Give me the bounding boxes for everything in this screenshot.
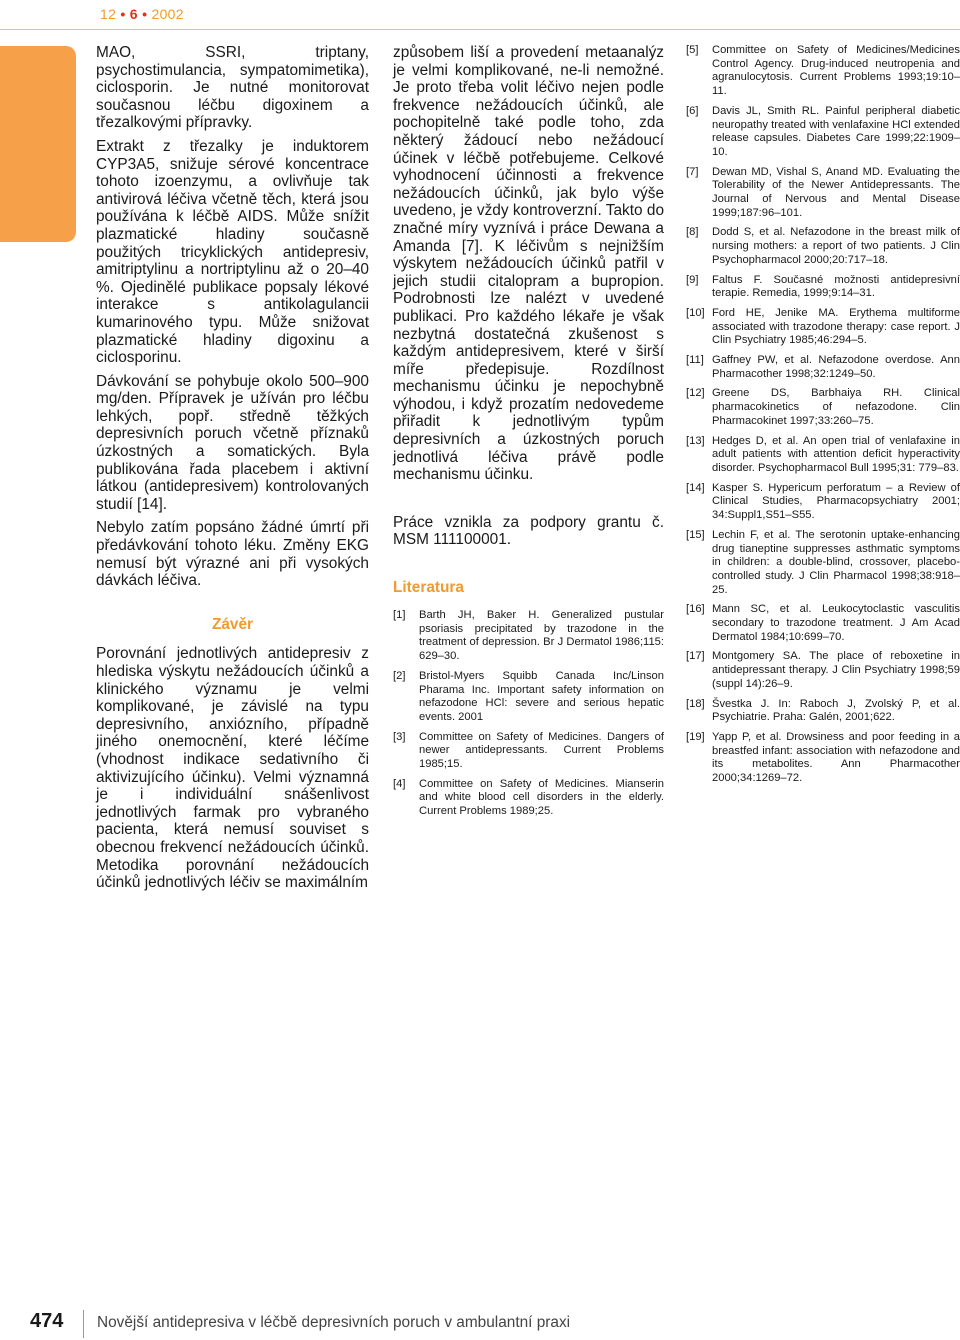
reference-text: Dodd S, et al. Nefazodone in the breast milk of nursing mothers: a report of two patients. J Clin Psychopharmacol 2000;20:717–18. — [712, 226, 960, 266]
paragraph: způsobem liší a provedení metaanalýz je velmi komplikované, ne-li nemožné. Je proto třeba volit léčivo nejen podle frekvence nežádoucích účinků, ale pochopitelně také podle toho, zda některý žádoucí nebo nežádoucí účinek v léčbě potřebujeme. Celkové vyhodnocení účinnosti a frekvence nežádoucích účinků, jak bylo výše uvedeno, je vždy kontroverzní. Takto do značné míry vyznívá i práce Dewana a Amanda [7]. K léčivům s nejnižším výskytem nežádoucích účinků patřil v jejich studii citalopram a bupropion. Podrobnosti lze nalézt v uvedené publikaci. Pro každého lékaře je však nezbytná dostatečná zkušenost s každým antidepresivem, které v širší míře předepisuje. Rozdílnost mechanismu účinku je nepochybně výhodou, i když prozatím nedovedeme přiřadit k jednotlivým typům depresivních a úzkostných poruch jednotlivá léčiva právě podle mechanismu účinku. — [393, 44, 664, 484]
reference-text: Faltus F. Současné možnosti antidepresivní terapie. Remedia, 1999;9:14–31. — [712, 273, 960, 300]
reference-item — [686, 274, 960, 301]
reference-number: [18] — [686, 697, 705, 710]
reference-item — [393, 609, 664, 664]
side-tab-decoration — [0, 46, 76, 242]
separator-dot: • — [120, 6, 126, 22]
reference-text: Švestka J. In: Raboch J, Zvolský P, et al. Psychiatrie. Praha: Galén, 2001;622. — [712, 697, 960, 724]
column-1 — [96, 44, 369, 892]
reference-number: [7] — [686, 165, 699, 178]
reference-item — [686, 354, 960, 381]
reference-item — [686, 603, 960, 644]
reference-number: [19] — [686, 730, 705, 743]
reference-text: Montgomery SA. The place of reboxetine in antidepressant therapy. J Clin Psychiatry 1998;59 (suppl 14):26–9. — [712, 650, 960, 690]
reference-text: Kasper S. Hypericum perforatum – a Review of Clinical Studies, Pharmacopsychiatry 2001; 34:Suppl1,S51–S55. — [712, 481, 960, 522]
reference-item — [686, 44, 960, 99]
reference-item — [686, 482, 960, 523]
reference-item — [686, 307, 960, 348]
reference-item — [686, 698, 960, 725]
reference-number: [11] — [686, 354, 704, 367]
reference-text: Committee on Safety of Medicines/Medicines Control Agency. Drug-induced neutropenia and agranulocytosis. Current Problems 1993;19:10–11. — [712, 44, 960, 98]
grant-note: Práce vznikla za podpory grantu č. MSM 111100001. — [393, 513, 664, 549]
reference-text: Dewan MD, Vishal S, Anand MD. Evaluating the Tolerability of the Newer Antidepressants. The Journal of Nervous and Mental Disease 1999;187:96–101. — [712, 165, 960, 219]
separator-dot: • — [142, 6, 148, 22]
reference-item — [393, 778, 664, 819]
column-3-reference-list — [686, 44, 960, 792]
reference-item — [686, 166, 960, 221]
reference-number: [2] — [393, 669, 406, 682]
reference-item — [393, 731, 664, 772]
page-number: 474 — [30, 1310, 64, 1332]
issue-info — [100, 6, 184, 22]
paragraph: Extrakt z třezalky je induktorem CYP3A5, snižuje sérové koncentrace tohoto izoenzymu, a ovlivňuje tak antivirová léčiva včetně těch, která jsou používána k léčbě AIDS. Může snížit plazmatické hladiny současně použitých tricyklických antidepresiv, amitriptylinu a nortriptylinu až o 20–40 %. Ojedinělé publikace popsaly lékové interakce s antikolagulancii kumarinového typu. Může snižovat plazmatické hladiny digoxinu a ciclosporinu. — [96, 137, 369, 367]
reference-number: [16] — [686, 603, 705, 616]
reference-text: Davis JL, Smith RL. Painful peripheral diabetic neuropathy treated with venlafaxine HCl extended release capsules. Diabetes Care 1999;22:1909–10. — [712, 104, 960, 158]
references-heading: Literatura — [393, 579, 464, 597]
reference-item — [686, 435, 960, 476]
reference-number: [8] — [686, 226, 699, 239]
reference-list — [393, 609, 664, 819]
conclusion-paragraph: Porovnání jednotlivých antidepresiv z hlediska výskytu nežádoucích účinků a klinického významu je velmi komplikované, je závislé na typu depresivního, anxiózního, případně jiného onemocnění, které léčíme (vhodnost indikace sedativního či aktivizujícího účinku). Velmi významná je i individuální snášenlivost jednotlivých farmak pro vybraného pacienta, která nemusí souviset s obecnou frekvencí nežádoucích účinků. Metodika porovnání nežádoucích účinků jednotlivých léčiv se maximálním — [96, 645, 369, 892]
paragraph: Nebylo zatím popsáno žádné úmrtí při předávkování tohoto léku. Změny EKG nemusí být výrazné ani při vysokých dávkách léčiva. — [96, 519, 369, 590]
reference-number: [17] — [686, 650, 705, 663]
reference-text: Gaffney PW, et al. Nefazodone overdose. Ann Pharmacother 1998;32:1249–50. — [712, 354, 960, 380]
reference-text: Bristol-Myers Squibb Canada Inc/Linson Pharama Inc. Important safety information on nefazodone HCl: severe and serious hepatic events. 2001 — [419, 669, 664, 723]
reference-number: [13] — [686, 434, 705, 447]
reference-number: [5] — [686, 44, 699, 56]
reference-number: [4] — [393, 777, 406, 790]
reference-item — [686, 650, 960, 691]
volume-number: 12 — [100, 6, 117, 22]
reference-text: Ford HE, Jenike MA. Erythema multiforme associated with trazodone therapy: case report. J Clin Psychiatry 1985;46:294–5. — [712, 306, 960, 347]
reference-text: Barth JH, Baker H. Generalized pustular psoriasis precipitated by trazodone in the treatment of depression. Br J Dermatol 1986;115: 629–30. — [419, 609, 664, 663]
reference-text: Committee on Safety of Medicines. Mianserin and white blood cell disorders in the elderly. Current Problems 1989;25. — [419, 777, 664, 818]
footer-divider — [83, 1310, 84, 1338]
header-rule — [0, 29, 960, 30]
reference-number: [14] — [686, 481, 705, 494]
reference-number: [1] — [393, 609, 406, 622]
reference-item — [686, 105, 960, 160]
issue-number: 6 — [129, 6, 138, 22]
reference-number: [3] — [393, 730, 406, 743]
reference-item — [393, 670, 664, 725]
year: 2002 — [151, 6, 184, 22]
paragraph: Dávkování se pohybuje okolo 500–900 mg/den. Přípravek je užíván pro léčbu lehkých, popř. středně těžkých depresivních poruch včetně příznaků úzkostných a somatických. Byla publikována řada placebem i aktivní látkou (antidepresivem) kontrolovaných studií [14]. — [96, 372, 369, 513]
running-title: Novější antidepresiva v léčbě depresivních poruch v ambulantní praxi — [97, 1314, 571, 1331]
column-2 — [393, 44, 664, 825]
reference-number: [15] — [686, 528, 705, 541]
reference-item — [686, 529, 960, 598]
reference-item — [686, 731, 960, 786]
reference-text: Greene DS, Barbhaiya RH. Clinical pharmacokinetics of nefazodone. Clin Pharmacokinet 1997;33:260–75. — [712, 387, 960, 427]
reference-number: [12] — [686, 387, 705, 400]
reference-text: Yapp P, et al. Drowsiness and poor feeding in a breastfed infant: association with nefazodone and its metabolites. Ann Pharmacother 2000;34:1269–72. — [712, 730, 960, 785]
reference-item — [686, 387, 960, 428]
reference-text: Mann SC, et al. Leukocytoclastic vasculitis secondary to trazodone treatment. J Am Acad Dermatol 1984;10:699–70. — [712, 603, 960, 643]
reference-item — [686, 226, 960, 267]
reference-text: Hedges D, et al. An open trial of venlafaxine in adult patients with attention deficit hyperactivity disorder. Psychopharmacol Bull 1995;31: 779–83. — [712, 434, 960, 474]
page-footer — [0, 1310, 960, 1340]
reference-number: [9] — [686, 273, 699, 286]
paragraph: MAO, SSRI, triptany, psychostimulancia, sympatomimetika), ciclosporin. Je nutné monitorovat současnou léčbu digoxinem a třezalkovými přípravky. — [96, 44, 369, 132]
reference-number: [10] — [686, 306, 705, 319]
reference-text: Lechin F, et al. The serotonin uptake-enhancing drug tianeptine suppresses asthmatic symptoms in children: a double-blind, crossover, placebo-controlled study. J Clin Pharmacol 1998;38:918–25. — [712, 528, 960, 596]
reference-number: [6] — [686, 104, 699, 117]
conclusion-heading: Závěr — [211, 615, 254, 633]
reference-text: Committee on Safety of Medicines. Dangers of newer antidepressants. Current Problems 1985;15. — [419, 730, 664, 771]
